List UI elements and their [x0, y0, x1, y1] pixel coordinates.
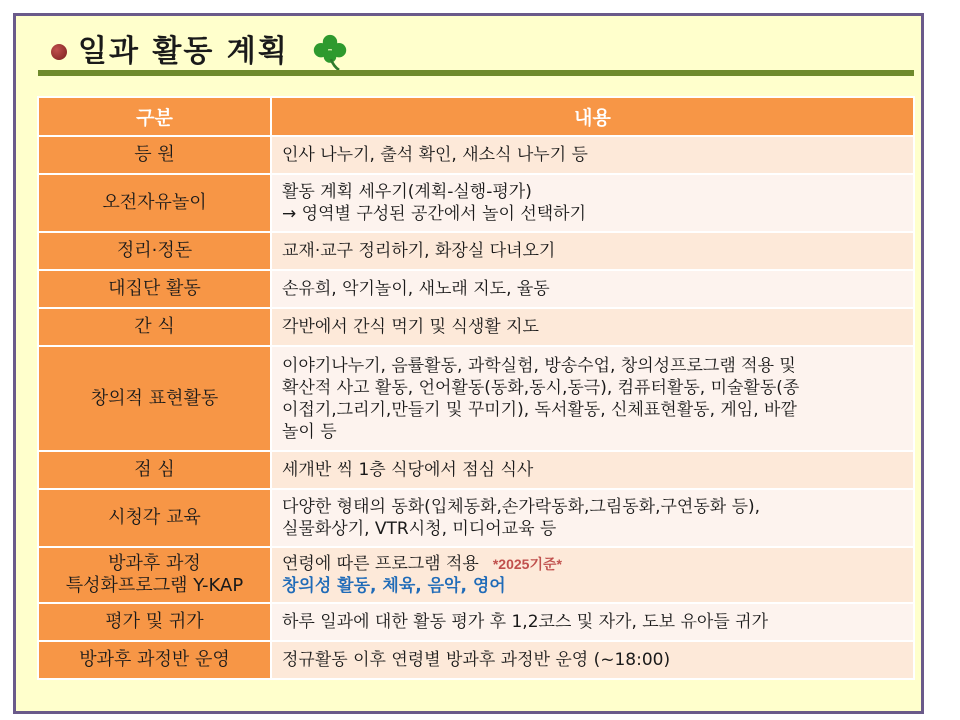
content-line: 세개반 씩 1층 식당에서 점심 식사 [282, 460, 534, 480]
program-highlight: 창의성 활동, 체육, 음악, 영어 [282, 576, 506, 596]
content-line: 놀이 등 [282, 421, 337, 442]
table-row [38, 346, 914, 451]
content-line [282, 553, 903, 575]
row-category: 방과후 과정반 운영 [38, 641, 271, 679]
header-category: 구분 [38, 97, 271, 136]
row-category [38, 547, 271, 603]
table-row [38, 270, 914, 308]
table-row [38, 489, 914, 547]
title-row [16, 16, 921, 78]
content-line: 확산적 사고 활동, 언어활동(동화,동시,동극), 컴퓨터활동, 미술활동(종 [282, 377, 800, 398]
slide [13, 13, 924, 714]
row-content [271, 489, 914, 547]
row-content [271, 641, 914, 679]
table-row [38, 174, 914, 232]
content-line: 실물화상기, VTR시청, 미디어교육 등 [282, 519, 557, 539]
content-line: 교재·교구 정리하기, 화장실 다녀오기 [282, 241, 556, 261]
table-row [38, 136, 914, 174]
row-content [271, 603, 914, 641]
row-content [271, 270, 914, 308]
row-content [271, 136, 914, 174]
schedule-table [37, 96, 915, 680]
table-row [38, 451, 914, 489]
row-content [271, 232, 914, 270]
content-line: 이야기나누기, 음률활동, 과학실험, 방송수업, 창의성프로그램 적용 및 [282, 355, 796, 376]
content-text: 연령에 따른 프로그램 적용 [282, 554, 479, 574]
category-line: 특성화프로그램 Y-KAP [65, 575, 244, 596]
content-line: 손유희, 악기놀이, 새노래 지도, 율동 [282, 279, 550, 299]
content-line: → 영역별 구성된 공간에서 놀이 선택하기 [282, 204, 587, 224]
content-line: 다양한 형태의 동화(입체동화,손가락동화,그림동화,구연동화 등), [282, 497, 761, 517]
content-line: 이접기,그리기,만들기 및 꾸미기), 독서활동, 신체표현활동, 게임, 바깥 [282, 399, 797, 420]
category-line: 방과후 과정 [108, 553, 201, 574]
row-content [271, 174, 914, 232]
table-header-row [38, 97, 914, 136]
row-category: 창의적 표현활동 [38, 346, 271, 451]
table-row [38, 603, 914, 641]
row-category: 대집단 활동 [38, 270, 271, 308]
row-category: 오전자유놀이 [38, 174, 271, 232]
row-content [271, 308, 914, 346]
row-category: 점 심 [38, 451, 271, 489]
table-row [38, 547, 914, 603]
table-row [38, 308, 914, 346]
content-line: 하루 일과에 대한 활동 평가 후 1,2코스 및 자가, 도보 유아들 귀가 [282, 612, 769, 632]
header-content: 내용 [271, 97, 914, 136]
title-underline [38, 70, 914, 76]
table-row [38, 641, 914, 679]
row-content [271, 547, 914, 603]
table-row [38, 232, 914, 270]
row-category: 정리·정돈 [38, 232, 271, 270]
row-category: 간 식 [38, 308, 271, 346]
row-content [271, 451, 914, 489]
page-title: 일과 활동 계획 [78, 34, 289, 69]
bullet-dot-icon [51, 44, 67, 60]
clover-icon [312, 32, 348, 72]
row-category: 등 원 [38, 136, 271, 174]
row-content [271, 346, 914, 451]
content-line: 인사 나누기, 출석 확인, 새소식 나누기 등 [282, 145, 588, 165]
row-category: 평가 및 귀가 [38, 603, 271, 641]
content-line: 정규활동 이후 연령별 방과후 과정반 운영 (~18:00) [282, 650, 671, 670]
row-category: 시청각 교육 [38, 489, 271, 547]
year-note: *2025기준* [492, 556, 562, 572]
content-line: 각반에서 간식 먹기 및 식생활 지도 [282, 317, 539, 337]
content-line: 활동 계획 세우기(계획-실행-평가) [282, 182, 532, 202]
